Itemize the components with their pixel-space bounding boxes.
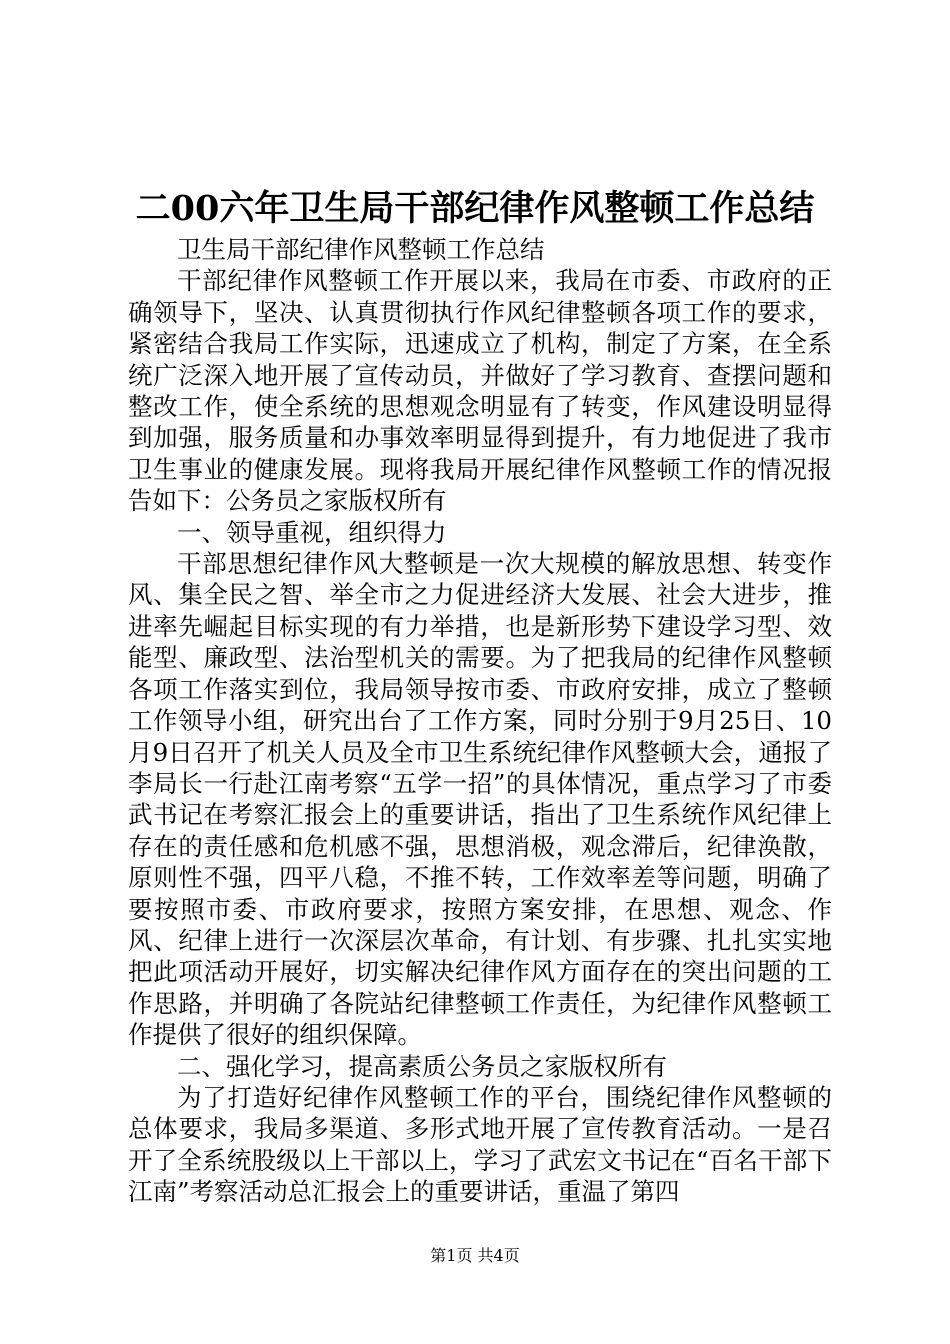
page-number-footer: 第1页 共4页: [430, 1246, 520, 1265]
intro-paragraph: 干部纪律作风整顿工作开展以来，我局在市委、市政府的正确领导下，坚决、认真贯彻执行作风纪律整顿各项工作的要求，紧密结合我局工作实际，迅速成立了机构，制定了方案，在全系统广泛深入地开展了宣传动员，并做好了学习教育、查摆问题和整改工作，使全系统的思想观念明显有了转变，作风建设明显得到加强，服务质量和办事效率明显得到提升，有力地促进了我市卫生事业的健康发展。现将我局开展纪律作风整顿工作的情况报告如下：公务员之家版权所有: [128, 266, 832, 516]
document-body: [128, 234, 832, 1208]
section-heading-2: 二、强化学习，提高素质公务员之家版权所有: [177, 1051, 667, 1081]
section-paragraph-1: 干部思想纪律作风大整顿是一次大规模的解放思想、转变作风、集全民之智、举全市之力促进经济大发展、社会大进步，推进率先崛起目标实现的有力举措，也是新形势下建设学习型、效能型、廉政型、法治型机关的需要。为了把我局的纪律作风整顿各项工作落实到位，我局领导按市委、市政府安排，成立了整顿工作领导小组，研究出台了工作方案，同时分别于9月25日、10月9日召开了机关人员及全市卫生系统纪律作风整顿大会，通报了李局长一行赴江南考察“五学一招”的具体情况，重点学习了市委武书记在考察汇报会上的重要讲话，指出了卫生系统作风纪律上存在的责任感和危机感不强，思想消极，观念滞后，纪律涣散，原则性不强，四平八稳，不推不转，工作效率差等问题，明确了要按照市委、市政府要求，按照方案安排，在思想、观念、作风、纪律上进行一次深层次革命，有计划、有步骤、扎扎实实地把此项活动开展好，切实解决纪律作风方面存在的突出问题的工作思路，并明确了各院站纪律整顿工作责任，为纪律作风整顿工作提供了很好的组织保障。: [128, 549, 832, 1050]
document-title: 二00六年卫生局干部纪律作风整顿工作总结: [135, 188, 815, 229]
subtitle-paragraph: 卫生局干部纪律作风整顿工作总结: [177, 235, 545, 264]
section-heading-1: 一、领导重视，组织得力: [177, 517, 447, 547]
section-paragraph-2: 为了打造好纪律作风整顿工作的平台，围绕纪律作风整顿的总体要求，我局多渠道、多形式地开展了宣传教育活动。一是召开了全系统股级以上干部以上，学习了武宏文书记在“百名干部下江南”考察活动总汇报会上的重要讲话，重温了第四: [128, 1082, 832, 1207]
